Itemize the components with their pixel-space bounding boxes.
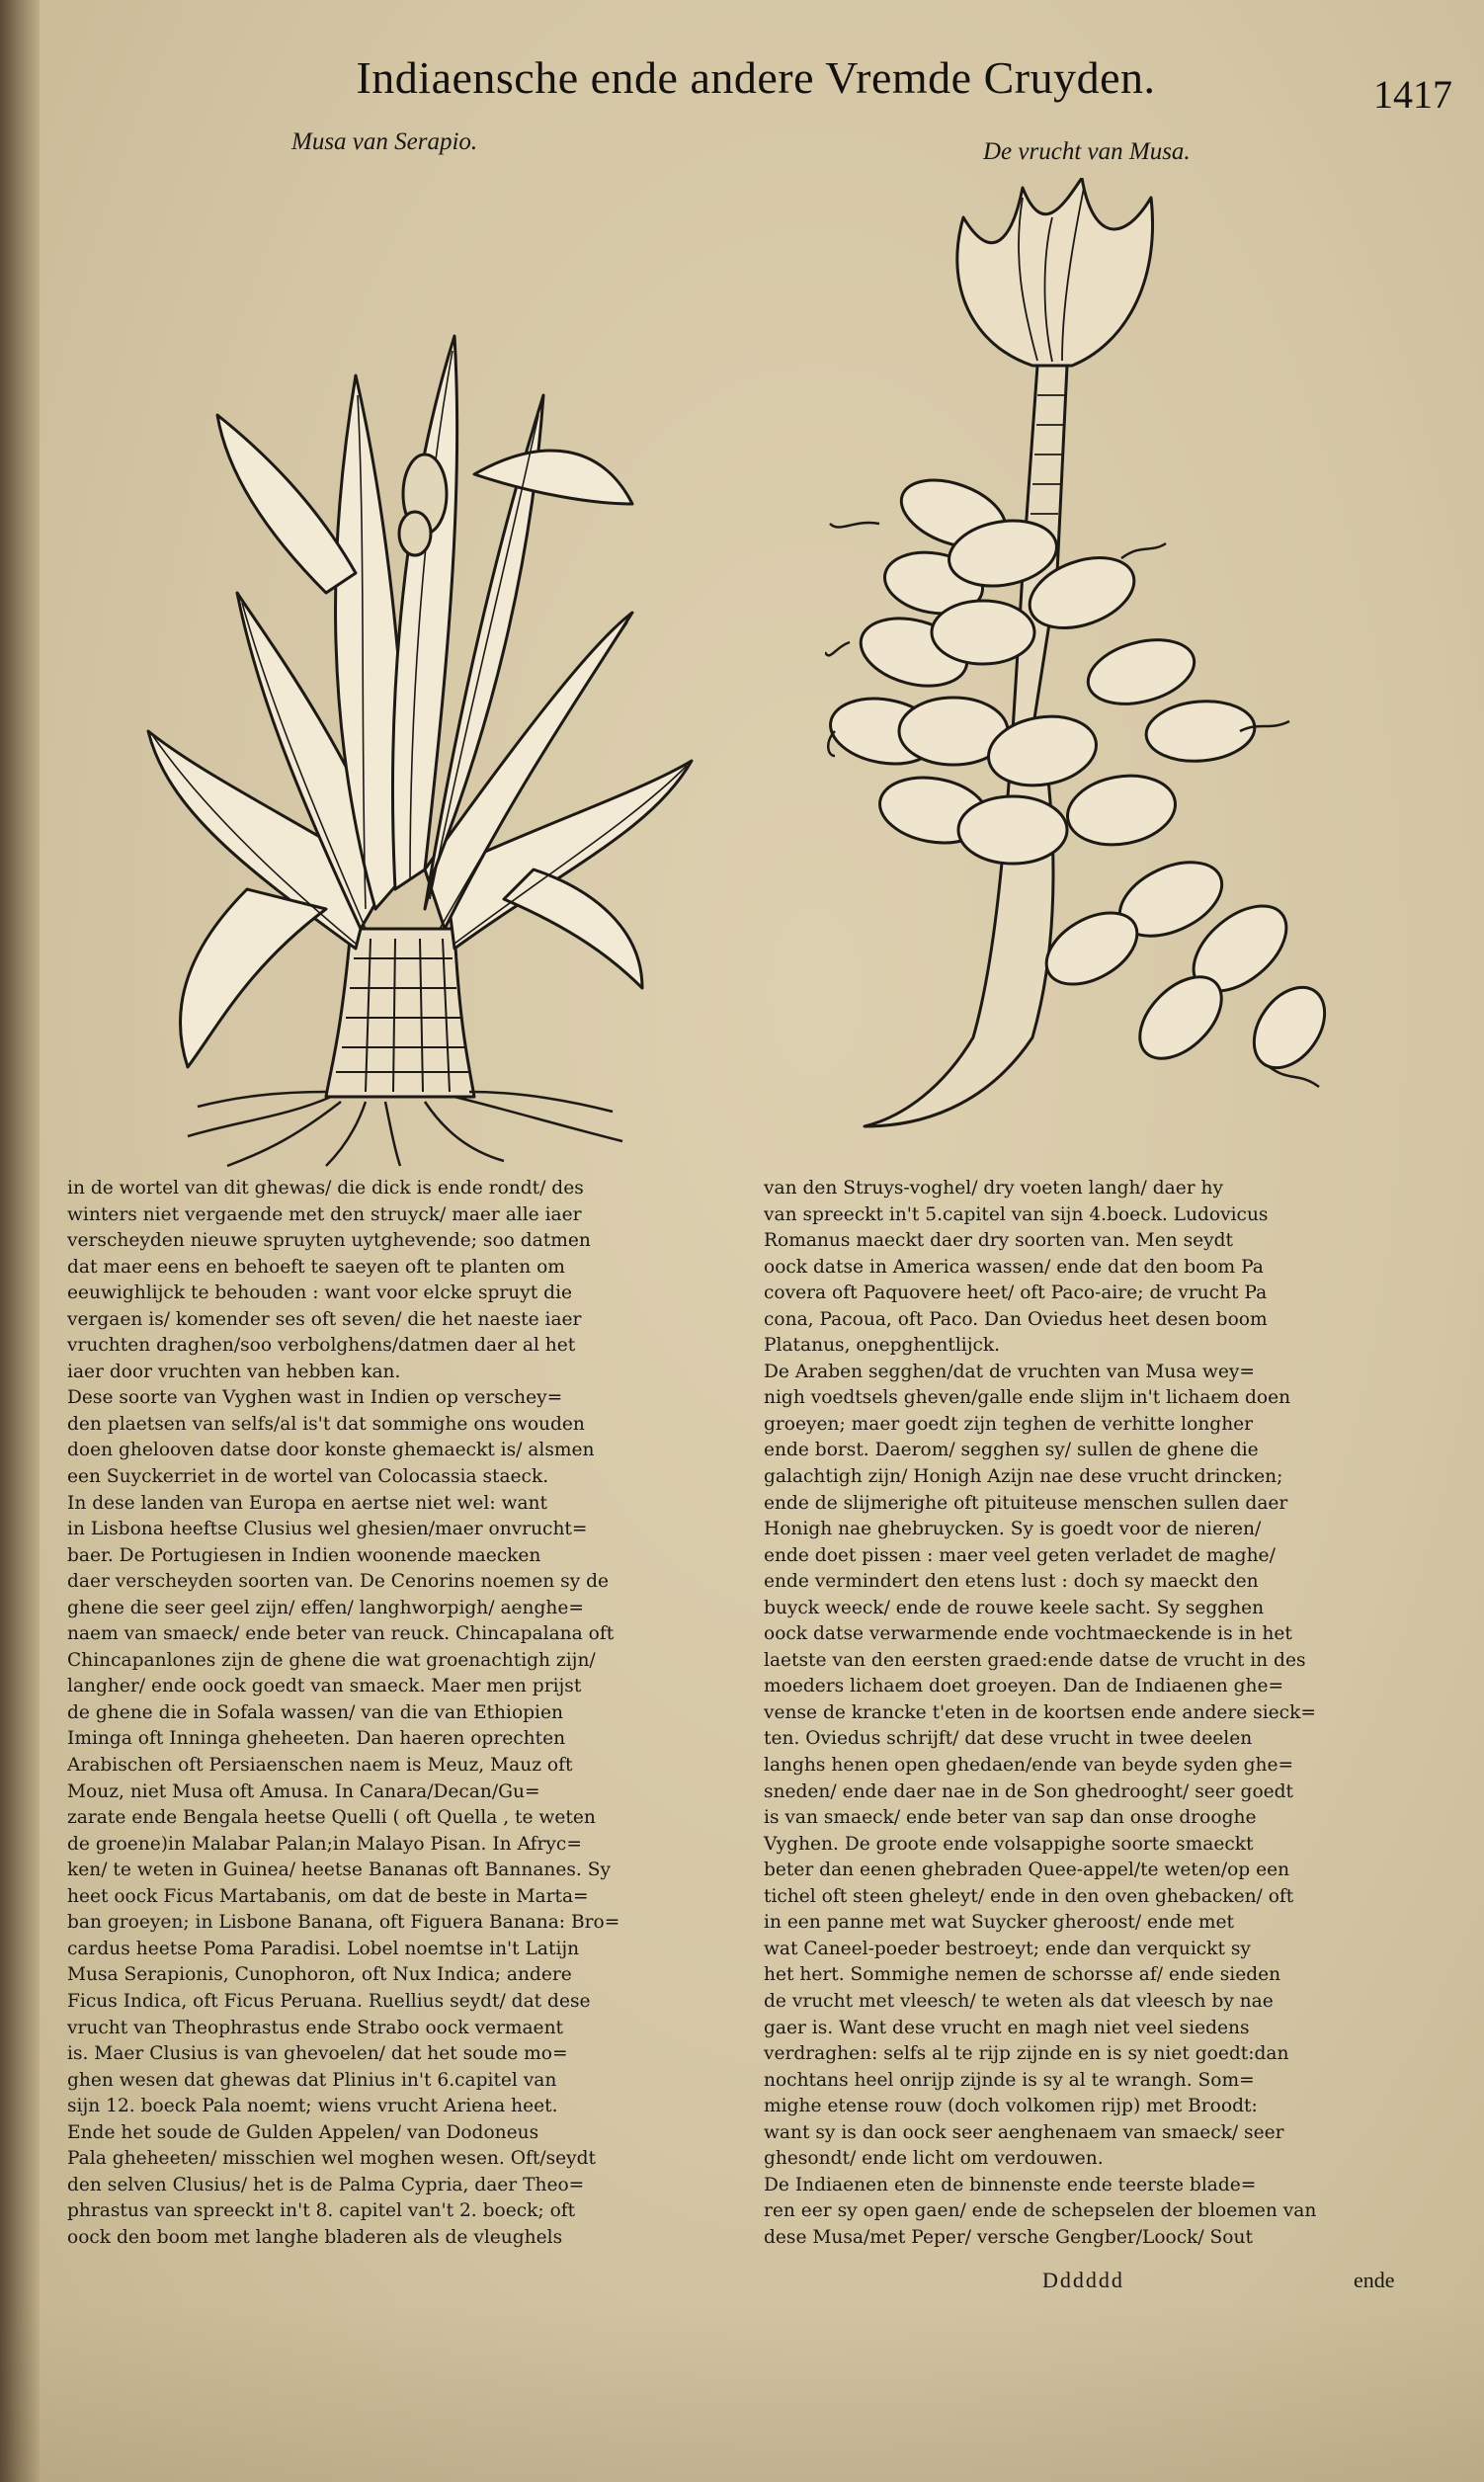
text-line: Platanus, onepghentlijck. [764,1335,1001,1357]
text-line: in Lisbona heeftse Clusius wel ghesien/maer onvrucht= [67,1519,588,1540]
text-line: van spreeckt in't 5.capitel van sijn 4.boeck. Ludovicus [764,1203,1269,1225]
page-number: 1417 [1373,72,1452,117]
text-line: nigh voedtsels gheven/galle ende slijm in't lichaem doen [764,1387,1291,1409]
text-line: groeyen; maer goedt zijn teghen de verhitte longher [764,1413,1254,1435]
text-line: moeders lichaem doet groeyen. Dan de Indiaenen ghe= [764,1676,1284,1697]
text-line: verscheyden nieuwe spruyten uytghevende; soo datmen [67,1230,591,1252]
text-line: den selven Clusius/ het is de Palma Cypria, daer Theo= [67,2174,585,2195]
left-text-column [67,1176,734,2251]
text-line: den plaetsen van selfs/al is't dat sommighe ons wouden [67,1413,585,1435]
text-line: doen ghelooven datse door konste ghemaeckt is/ alsmen [67,1440,595,1461]
text-line: zarate ende Bengala heetse Quelli ( oft Quella , te weten [67,1807,596,1829]
text-line: vergaen is/ komender ses oft seven/ die het naeste iaer [67,1308,582,1330]
text-line: oock datse in America wassen/ ende dat den boom Pa [764,1256,1264,1278]
text-line: Chincapanlones zijn de ghene die wat groenachtigh zijn/ [67,1649,596,1671]
musa-fruit-woodcut [825,178,1359,1151]
text-line: vense de krancke t'eten in de koortsen ende andere sieck= [764,1701,1316,1723]
running-title: Indiaensche ende andere Vremde Cruyden. [356,52,1156,103]
text-line: vrucht van Theophrastus ende Strabo oock vermaent [67,2017,564,2038]
text-line: winters niet vergaende met den struyck/ maer alle iaer [67,1203,582,1225]
text-line: Honigh nae ghebruycken. Sy is goedt voor de nieren/ [764,1519,1262,1540]
text-line: phrastus van spreeckt in't 8. capitel van't 2. boeck; oft [67,2200,576,2222]
text-line: de ghene die in Sofala wassen/ van die van Ethiopien [67,1701,563,1723]
text-line: vruchten draghen/soo verbolghens/datmen daer al het [67,1335,576,1357]
text-line: sneden/ ende daer nae in de Son ghedrooght/ seer goedt [764,1780,1294,1802]
right-text-column [764,1176,1411,2251]
text-line: want sy is dan oock seer aenghenaem van smaeck/ seer [764,2121,1284,2143]
text-line: cona, Pacoua, oft Paco. Dan Oviedus heet desen boom [764,1308,1268,1330]
text-line: ren eer sy open gaen/ ende de schepselen der bloemen van [764,2200,1317,2222]
left-figure-caption: Musa van Serapio. [291,128,478,155]
text-line: nochtans heel onrijp zijnde is sy al te wrangh. Som= [764,2069,1255,2091]
signature-mark: Dddddd [1042,2268,1124,2292]
text-line: langher/ ende oock goedt van smaeck. Maer men prijst [67,1676,582,1697]
text-line: ende de slijmerighe oft pituiteuse menschen sullen daer [764,1492,1288,1514]
text-line: ende vermindert den etens lust : doch sy maeckt den [764,1571,1259,1593]
book-spine-shadow [0,0,40,2482]
text-line: De Indiaenen eten de binnenste ende teerste blade= [764,2174,1257,2195]
text-line: langhs henen open ghedaen/ende van beyde syden ghe= [764,1755,1294,1777]
text-line: mighe etense rouw (doch volkomen rijp) met Broodt: [764,2096,1258,2117]
text-line: de vrucht met vleesch/ te weten als dat vleesch by nae [764,1990,1274,2012]
text-line: Arabischen oft Persiaenschen naem is Meuz, Mauz oft [67,1755,573,1777]
text-line: Pala gheheeten/ misschien wel moghen wesen. Oft/seydt [67,2148,596,2170]
text-line: is. Maer Clusius is van ghevoelen/ dat het soude mo= [67,2043,568,2065]
text-line: sijn 12. boeck Pala noemt; wiens vrucht Ariena heet. [67,2096,558,2117]
text-line: Romanus maeckt daer dry soorten van. Men seydt [764,1230,1234,1252]
text-line: in de wortel van dit ghewas/ die dick is ende rondt/ des [67,1178,584,1199]
text-line: het hert. Sommighe nemen de schorsse af/ ende sieden [764,1964,1281,1986]
page-bottom-shade [0,2304,1484,2482]
right-figure-caption: De vrucht van Musa. [983,138,1191,165]
text-line: dat maer eens en behoeft te saeyen oft te planten om [67,1256,565,1278]
text-line: ende borst. Daerom/ segghen sy/ sullen de ghene die [764,1440,1259,1461]
text-line: oock datse verwarmende ende vochtmaeckende is in het [764,1623,1292,1645]
text-line: Iminga oft Inninga gheheeten. Dan haeren oprechten [67,1728,566,1750]
text-line: gaer is. Want dese vrucht en magh niet veel siedens [764,2017,1250,2038]
text-line: daer verscheyden soorten van. De Cenorins noemen sy de [67,1571,610,1593]
catchword: ende [1354,2268,1395,2292]
text-line: naem van smaeck/ ende beter van reuck. Chincapalana oft [67,1623,615,1645]
text-line: iaer door vruchten van hebben kan. [67,1361,401,1382]
text-line: ghesondt/ ende licht om verdouwen. [764,2148,1104,2170]
text-line: De Araben segghen/dat de vruchten van Musa wey= [764,1361,1255,1382]
text-line: ken/ te weten in Guinea/ heetse Bananas oft Bannanes. Sy [67,1860,611,1881]
text-line: verdraghen: selfs al te rijp zijnde en is sy niet goedt:dan [764,2043,1289,2065]
text-line: heet oock Ficus Martabanis, om dat de beste in Marta= [67,1885,589,1907]
text-line: is van smaeck/ ende beter van sap dan onse drooghe [764,1807,1257,1829]
text-line: oock den boom met langhe bladeren als de vleughels [67,2226,563,2248]
musa-plant-woodcut [128,178,741,1171]
text-line: ghen wesen dat ghewas dat Plinius in't 6.capitel van [67,2069,557,2091]
text-line: galachtigh zijn/ Honigh Azijn nae dese vrucht drincken; [764,1466,1283,1488]
text-line: Mouz, niet Musa oft Amusa. In Canara/Decan/Gu= [67,1780,540,1802]
text-line: ban groeyen; in Lisbone Banana, oft Figuera Banana: Bro= [67,1912,620,1934]
text-line: wat Caneel-poeder bestroeyt; ende dan verquickt sy [764,1938,1251,1959]
text-line: beter dan eenen ghebraden Quee-appel/te weten/op een [764,1860,1290,1881]
text-line: ghene die seer geel zijn/ effen/ langhworpigh/ aenghe= [67,1597,584,1618]
text-line: Vyghen. De groote ende volsappighe soorte smaeckt [764,1833,1254,1855]
text-line: laetste van den eersten graed:ende datse de vrucht in des [764,1649,1306,1671]
text-line: In dese landen van Europa en aertse niet wel: want [67,1492,547,1514]
text-line: tichel oft steen gheleyt/ ende in den oven ghebacken/ oft [764,1885,1294,1907]
text-line: Ende het soude de Gulden Appelen/ van Dodoneus [67,2121,539,2143]
text-line: in een panne met wat Suycker gheroost/ ende met [764,1912,1234,1934]
text-line: buyck weeck/ ende de rouwe keele sacht. Sy segghen [764,1597,1265,1618]
text-line: Dese soorte van Vyghen wast in Indien op verschey= [67,1387,563,1409]
text-line: cardus heetse Poma Paradisi. Lobel noemtse in't Latijn [67,1938,580,1959]
text-line: ende doet pissen : maer veel geten verladet de maghe/ [764,1544,1276,1566]
text-line: de groene)in Malabar Palan;in Malayo Pisan. In Afryc= [67,1833,582,1855]
text-line: Ficus Indica, oft Ficus Peruana. Ruellius seydt/ dat dese [67,1990,591,2012]
text-line: covera oft Paquovere heet/ oft Paco-aire; de vrucht Pa [764,1282,1268,1304]
text-line: een Suyckerriet in de wortel van Colocassia staeck. [67,1466,549,1488]
text-line: baer. De Portugiesen in Indien woonende maecken [67,1544,541,1566]
text-line: Musa Serapionis, Cunophoron, oft Nux Indica; andere [67,1964,572,1986]
text-line: dese Musa/met Peper/ versche Gengber/Loock/ Sout [764,2226,1253,2248]
text-line: eeuwighlijck te behouden : want voor elcke spruyt die [67,1282,573,1304]
text-line: ten. Oviedus schrijft/ dat dese vrucht in twee deelen [764,1728,1253,1750]
text-line: van den Struys-voghel/ dry voeten langh/ daer hy [764,1178,1223,1199]
